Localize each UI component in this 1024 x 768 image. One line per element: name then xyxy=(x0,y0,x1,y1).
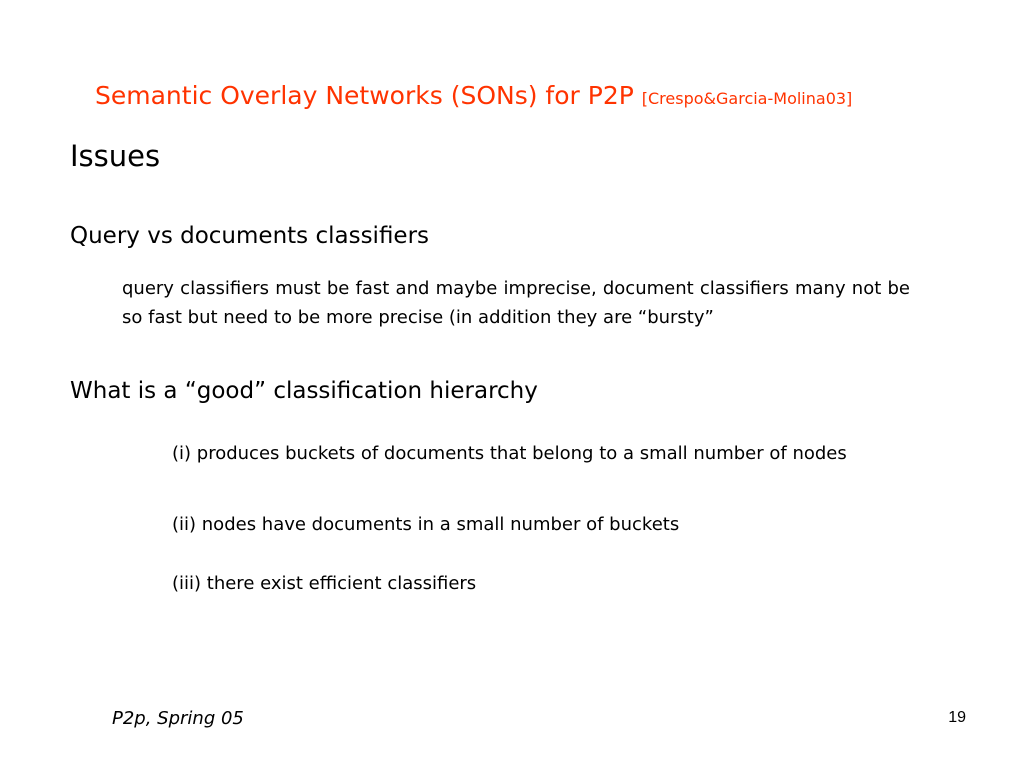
issues-heading: Issues xyxy=(70,139,161,173)
hierarchy-item-3: (iii) there exist efficient classifiers xyxy=(172,573,477,594)
page-number: 19 xyxy=(948,709,966,726)
slide-title-text: Semantic Overlay Networks (SONs) for P2P xyxy=(95,81,634,110)
hierarchy-item-1: (i) produces buckets of documents that belong to a small number of nodes xyxy=(172,443,847,464)
slide-title xyxy=(95,80,975,115)
query-classifiers-text: query classifiers must be fast and maybe imprecise, document classifiers many not be so fast but need to be more precise (in addition they are “bursty” xyxy=(122,278,910,328)
query-classifiers-heading: Query vs documents classifiers xyxy=(70,223,430,249)
classification-hierarchy-heading: What is a “good” classification hierarchy xyxy=(70,378,538,404)
citation: [Crespo&Garcia-Molina03] xyxy=(641,89,853,108)
hierarchy-item-2: (ii) nodes have documents in a small number of buckets xyxy=(172,514,680,535)
footer-course: P2p, Spring 05 xyxy=(112,708,244,729)
